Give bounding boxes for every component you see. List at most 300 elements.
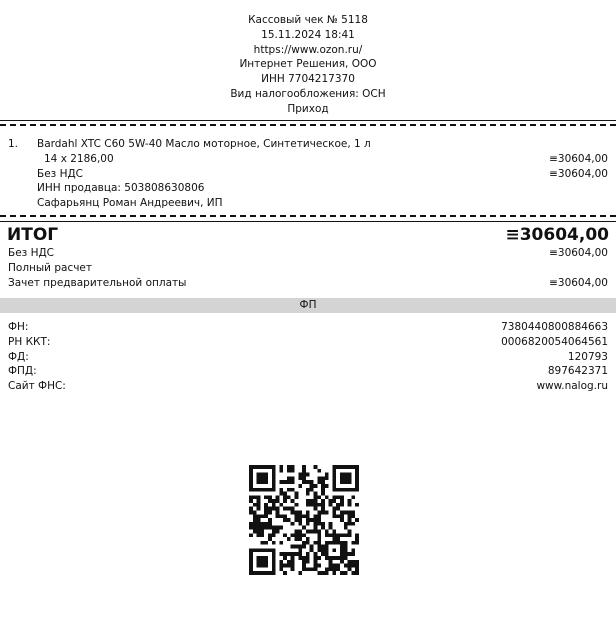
qr-module <box>291 499 295 503</box>
qr-module <box>310 545 314 549</box>
qr-module <box>249 560 253 564</box>
qr-module <box>253 511 257 515</box>
qr-module <box>279 465 283 469</box>
qr-module <box>264 514 268 518</box>
qr-module <box>340 503 344 507</box>
qr-module <box>325 495 329 499</box>
qr-module <box>344 541 348 545</box>
qr-module <box>340 556 344 560</box>
qr-module <box>351 552 355 556</box>
qr-module <box>249 499 253 503</box>
qr-module <box>287 480 291 484</box>
qr-module <box>279 567 283 571</box>
qr-module <box>264 503 268 507</box>
qr-module <box>348 488 352 492</box>
qr-module <box>329 522 333 526</box>
qr-module <box>329 499 333 503</box>
qr-module <box>298 556 302 560</box>
qr-module <box>298 514 302 518</box>
qr-module <box>272 567 276 571</box>
qr-module <box>302 564 306 568</box>
qr-module <box>257 499 261 503</box>
qr-module <box>313 529 317 533</box>
qr-module <box>329 564 333 568</box>
qr-module <box>313 518 317 522</box>
qr-module <box>276 495 280 499</box>
qr-module <box>306 503 310 507</box>
qr-module <box>298 529 302 533</box>
qr-module <box>276 507 280 511</box>
qr-module <box>295 511 299 515</box>
qr-module <box>283 564 287 568</box>
qr-module <box>306 499 310 503</box>
qr-module <box>291 507 295 511</box>
qr-module <box>268 526 272 530</box>
qr-module <box>257 476 261 480</box>
qr-module <box>291 522 295 526</box>
qr-module <box>306 480 310 484</box>
qr-module <box>348 522 352 526</box>
qr-module <box>257 507 261 511</box>
qr-module <box>298 484 302 488</box>
fp-bar: ФП <box>0 298 616 313</box>
qr-module <box>257 480 261 484</box>
qr-module <box>272 503 276 507</box>
qr-module <box>249 476 253 480</box>
qr-module <box>355 469 359 473</box>
qr-module <box>306 537 310 541</box>
qr-module <box>272 556 276 560</box>
qr-module <box>348 533 352 537</box>
qr-module <box>310 518 314 522</box>
qr-module <box>355 473 359 477</box>
qr-module <box>276 526 280 530</box>
qr-module <box>329 567 333 571</box>
qr-module <box>298 533 302 537</box>
qr-module <box>257 473 261 477</box>
qr-module <box>260 533 264 537</box>
qr-module <box>291 511 295 515</box>
qr-module <box>344 548 348 552</box>
qr-module <box>313 541 317 545</box>
qr-module <box>264 488 268 492</box>
qr-module <box>260 541 264 545</box>
qr-module <box>302 480 306 484</box>
qr-module <box>283 533 287 537</box>
qr-module <box>287 552 291 556</box>
qr-module <box>332 548 336 552</box>
qr-module <box>313 514 317 518</box>
qr-module <box>295 529 299 533</box>
qr-module <box>268 488 272 492</box>
qr-module <box>272 541 276 545</box>
receipt-items <box>0 137 616 211</box>
qr-module <box>287 560 291 564</box>
qr-module <box>351 514 355 518</box>
qr-module <box>332 507 336 511</box>
total-vat-row <box>0 246 616 261</box>
qr-module <box>332 511 336 515</box>
item-vat-amount: ≡30604,00 <box>549 167 608 180</box>
qr-module <box>302 473 306 477</box>
qr-module <box>264 476 268 480</box>
qr-module <box>257 495 261 499</box>
qr-module <box>325 571 329 575</box>
prepayment-label: Зачет предварительной оплаты <box>8 276 187 289</box>
qr-module <box>317 503 321 507</box>
qr-module <box>325 511 329 515</box>
qr-module <box>249 564 253 568</box>
item-row <box>0 137 616 152</box>
qr-module <box>336 567 340 571</box>
qr-module <box>264 548 268 552</box>
qr-module <box>306 518 310 522</box>
qr-module <box>272 560 276 564</box>
qr-module <box>340 480 344 484</box>
qr-module <box>348 552 352 556</box>
qr-module <box>321 503 325 507</box>
qr-module <box>355 518 359 522</box>
qr-module <box>344 526 348 530</box>
qr-module <box>249 556 253 560</box>
qr-module <box>272 465 276 469</box>
qr-module <box>257 465 261 469</box>
fiscal-label: ФПД: <box>8 365 37 378</box>
qr-module <box>302 533 306 537</box>
qr-module <box>264 556 268 560</box>
qr-module <box>272 564 276 568</box>
qr-module <box>332 564 336 568</box>
qr-module <box>306 541 310 545</box>
qr-module <box>276 514 280 518</box>
qr-module <box>317 495 321 499</box>
qr-module <box>336 564 340 568</box>
qr-module <box>283 514 287 518</box>
qr-module <box>336 537 340 541</box>
qr-module <box>321 507 325 511</box>
qr-module <box>283 480 287 484</box>
qr-module <box>298 518 302 522</box>
qr-module <box>264 571 268 575</box>
qr-module <box>306 488 310 492</box>
qr-module <box>260 488 264 492</box>
qr-module <box>298 537 302 541</box>
qr-module <box>340 518 344 522</box>
qr-module <box>306 567 310 571</box>
tax-system: Вид налогообложения: ОСН <box>230 87 386 100</box>
qr-module <box>295 552 299 556</box>
receipt-number: Кассовый чек № 5118 <box>248 14 368 26</box>
qr-module <box>332 571 336 575</box>
qr-module <box>332 488 336 492</box>
qr-module <box>272 533 276 537</box>
qr-module <box>336 465 340 469</box>
qr-module <box>306 522 310 526</box>
total-row <box>0 224 616 246</box>
qr-module <box>355 560 359 564</box>
qr-module <box>317 529 321 533</box>
qr-module <box>317 476 321 480</box>
qr-module <box>287 476 291 480</box>
qr-module <box>279 480 283 484</box>
qr-module <box>351 511 355 515</box>
total-value: ≡30604,00 <box>505 225 609 245</box>
qr-module <box>302 567 306 571</box>
item-seller-inn-row <box>0 181 616 196</box>
qr-module <box>291 552 295 556</box>
qr-module <box>279 541 283 545</box>
qr-module <box>249 548 253 552</box>
qr-module <box>325 484 329 488</box>
qr-module <box>313 564 317 568</box>
qr-module <box>348 518 352 522</box>
qr-module <box>348 476 352 480</box>
receipt-datetime: 15.11.2024 18:41 <box>261 28 355 41</box>
seller-site: https://www.ozon.ru/ <box>253 43 363 56</box>
qr-module <box>272 473 276 477</box>
qr-module <box>295 537 299 541</box>
qr-module <box>344 552 348 556</box>
qr-module <box>272 484 276 488</box>
qr-module <box>340 495 344 499</box>
qr-module <box>298 522 302 526</box>
fiscal-label: ФД: <box>8 350 29 363</box>
qr-module <box>340 533 344 537</box>
qr-module <box>317 571 321 575</box>
qr-module <box>321 480 325 484</box>
qr-module <box>287 564 291 568</box>
fiscal-label: РН ККТ: <box>8 335 51 348</box>
qr-module <box>257 571 261 575</box>
qr-module <box>257 503 261 507</box>
qr-module <box>253 514 257 518</box>
qr-module <box>249 511 253 515</box>
fiscal-value: 0006820054064561 <box>501 335 608 348</box>
qr-module <box>351 571 355 575</box>
qr-module <box>348 529 352 533</box>
qr-module <box>249 469 253 473</box>
qr-module <box>260 556 264 560</box>
qr-module <box>283 507 287 511</box>
qr-module <box>253 571 257 575</box>
qr-module <box>325 473 329 477</box>
qr-module <box>336 541 340 545</box>
qr-module <box>298 545 302 549</box>
qr-module <box>264 473 268 477</box>
qr-module <box>306 473 310 477</box>
qr-module <box>340 548 344 552</box>
qr-module <box>332 567 336 571</box>
qr-module <box>306 492 310 496</box>
receipt-header <box>0 0 616 117</box>
qr-module <box>306 552 310 556</box>
qr-module <box>344 480 348 484</box>
qr-module <box>257 564 261 568</box>
qr-module <box>329 526 333 530</box>
qr-module <box>268 465 272 469</box>
item-number: 1. <box>8 138 19 150</box>
qr-module <box>272 526 276 530</box>
qr-module <box>355 488 359 492</box>
qr-module <box>253 529 257 533</box>
qr-module <box>291 533 295 537</box>
qr-module <box>351 564 355 568</box>
divider-solid-2 <box>0 221 616 222</box>
qr-module <box>336 503 340 507</box>
qr-module <box>317 548 321 552</box>
qr-module <box>257 514 261 518</box>
qr-module <box>348 567 352 571</box>
qr-module <box>279 564 283 568</box>
qr-module <box>344 465 348 469</box>
qr-module <box>264 560 268 564</box>
qr-module <box>302 469 306 473</box>
fiscal-value: 7380440800884663 <box>501 321 608 333</box>
qr-module <box>355 476 359 480</box>
qr-code[interactable] <box>249 465 359 575</box>
qr-module <box>306 556 310 560</box>
qr-module <box>317 480 321 484</box>
qr-module <box>291 488 295 492</box>
qr-module <box>348 465 352 469</box>
qr-module <box>332 473 336 477</box>
totals-block <box>0 224 616 290</box>
qr-module <box>325 552 329 556</box>
prepayment-value: ≡30604,00 <box>549 276 608 289</box>
qr-module <box>272 529 276 533</box>
operation-type: Приход <box>287 102 329 115</box>
qr-module <box>332 514 336 518</box>
qr-module <box>260 529 264 533</box>
qr-module <box>351 488 355 492</box>
qr-module <box>249 473 253 477</box>
qr-module <box>313 465 317 469</box>
qr-module <box>264 507 268 511</box>
qr-module <box>325 541 329 545</box>
fiscal-value: 120793 <box>567 350 608 363</box>
item-seller-name: Сафарьянц Роман Андреевич, ИП <box>37 197 223 210</box>
total-vat-value: ≡30604,00 <box>549 247 608 259</box>
qr-module <box>291 480 295 484</box>
qr-module <box>313 526 317 530</box>
qr-module <box>351 560 355 564</box>
fiscal-value: 897642371 <box>547 365 608 378</box>
qr-module <box>329 556 333 560</box>
qr-module <box>260 526 264 530</box>
qr-module <box>287 465 291 469</box>
payment-type-row <box>0 261 616 276</box>
qr-module <box>344 522 348 526</box>
qr-module <box>321 552 325 556</box>
qr-module <box>340 465 344 469</box>
qr-module <box>283 552 287 556</box>
qr-module <box>355 571 359 575</box>
qr-module <box>329 533 333 537</box>
qr-module <box>332 541 336 545</box>
qr-module <box>260 514 264 518</box>
qr-module <box>344 564 348 568</box>
qr-module <box>336 533 340 537</box>
qr-module <box>298 511 302 515</box>
qr-module <box>279 514 283 518</box>
qr-module <box>276 511 280 515</box>
qr-module <box>321 545 325 549</box>
qr-module <box>260 465 264 469</box>
qr-module <box>257 560 261 564</box>
qr-module <box>257 526 261 530</box>
qr-module <box>344 556 348 560</box>
qr-module <box>279 503 283 507</box>
qr-module <box>321 548 325 552</box>
qr-module <box>355 537 359 541</box>
fiscal-label: ФН: <box>8 321 29 333</box>
qr-module <box>268 507 272 511</box>
qr-module <box>313 484 317 488</box>
qr-module <box>257 522 261 526</box>
fiscal-row <box>0 379 616 394</box>
qr-module <box>332 465 336 469</box>
fiscal-data <box>0 320 616 394</box>
qr-module <box>249 526 253 530</box>
qr-module <box>257 533 261 537</box>
qr-module <box>279 492 283 496</box>
qr-module <box>272 571 276 575</box>
qr-module <box>249 495 253 499</box>
qr-module <box>332 537 336 541</box>
qr-module <box>295 545 299 549</box>
qr-module <box>321 492 325 496</box>
qr-module <box>344 473 348 477</box>
qr-module <box>313 503 317 507</box>
fiscal-row <box>0 335 616 350</box>
qr-module <box>344 476 348 480</box>
qr-module <box>260 564 264 568</box>
qr-module <box>287 537 291 541</box>
qr-module <box>332 469 336 473</box>
qr-module <box>321 488 325 492</box>
qr-module <box>257 529 261 533</box>
qr-module <box>355 480 359 484</box>
qr-module <box>249 507 253 511</box>
qr-module <box>295 495 299 499</box>
qr-module <box>332 484 336 488</box>
prepayment-row <box>0 276 616 291</box>
qr-module <box>268 511 272 515</box>
qr-module <box>325 533 329 537</box>
qr-module <box>260 476 264 480</box>
qr-module <box>317 545 321 549</box>
qr-module <box>325 545 329 549</box>
qr-module <box>332 476 336 480</box>
qr-module <box>317 537 321 541</box>
qr-module <box>249 522 253 526</box>
qr-module <box>249 533 253 537</box>
qr-module <box>355 567 359 571</box>
qr-module <box>306 514 310 518</box>
qr-module <box>302 560 306 564</box>
qr-module <box>260 473 264 477</box>
qr-module <box>340 476 344 480</box>
qr-module <box>336 507 340 511</box>
qr-module <box>348 511 352 515</box>
qr-module <box>260 522 264 526</box>
qr-module <box>313 492 317 496</box>
qr-module <box>287 518 291 522</box>
qr-module <box>302 541 306 545</box>
qr-module <box>264 480 268 484</box>
qr-module <box>313 522 317 526</box>
qr-module <box>313 495 317 499</box>
